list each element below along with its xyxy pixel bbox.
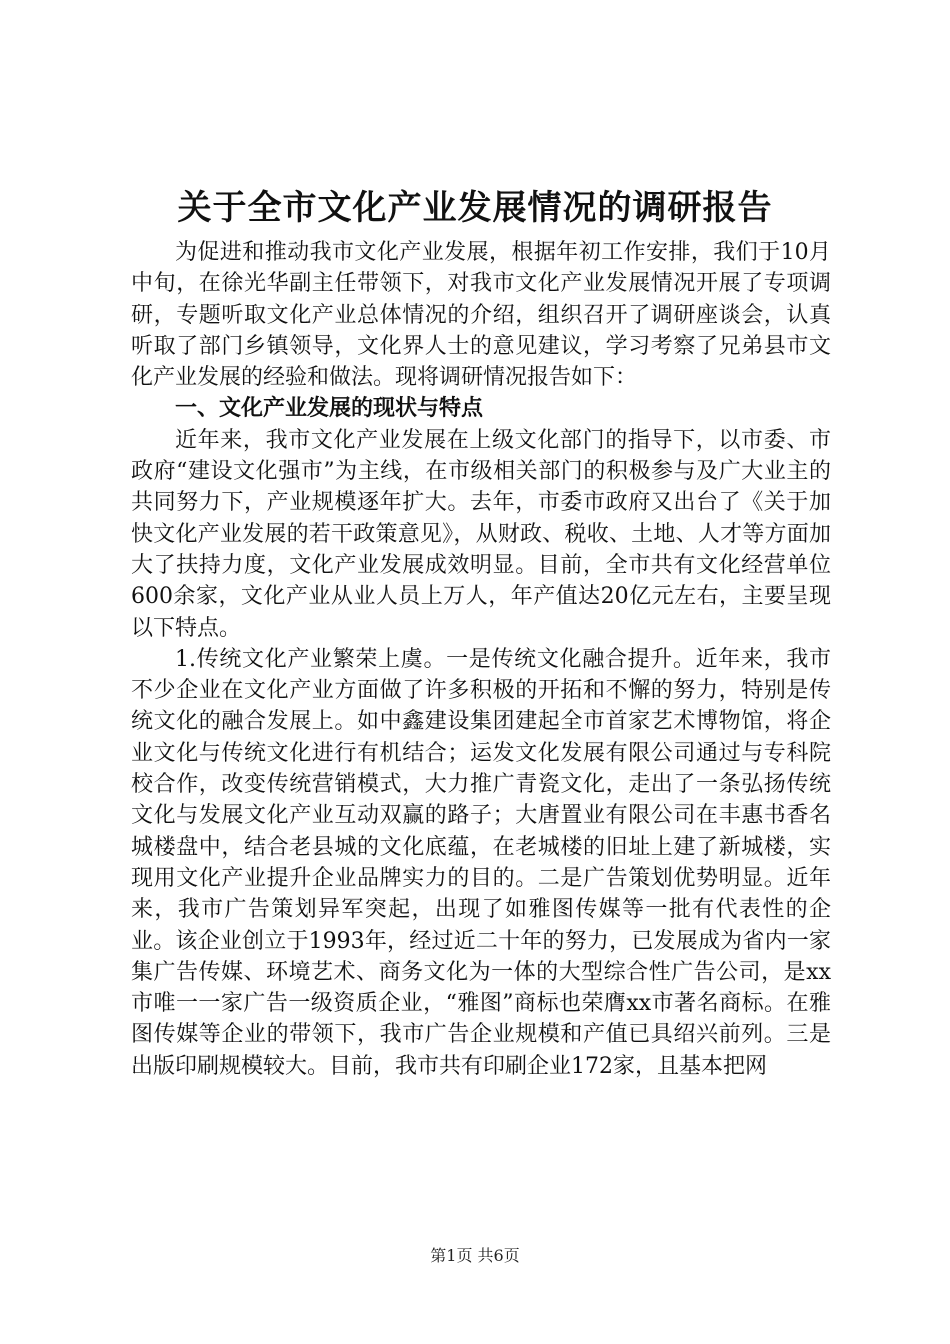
page-number-footer: 第1页 共6页 [430, 1246, 520, 1265]
document-body [131, 237, 831, 1082]
traditional-culture-paragraph: 1.传统文化产业繁荣上虞。一是传统文化融合提升。近年来，我市不少企业在文化产业方面做了许多积极的开拓和不懈的努力，特别是传统文化的融合发展上。如中鑫建设集团建起全市首家艺术博物馆，将企业文化与传统文化进行有机结合；运发文化发展有限公司通过与专科院校合作，改变传统营销模式，大力推广青瓷文化，走出了一条弘扬传统文化与发展文化产业互动双赢的路子；大唐置业有限公司在丰惠书香名城楼盘中，结合老县城的文化底蕴，在老城楼的旧址上建了新城楼，实现用文化产业提升企业品牌实力的目的。二是广告策划优势明显。近年来，我市广告策划异军突起，出现了如雅图传媒等一批有代表性的企业。该企业创立于1993年，经过近二十年的努力，已发展成为省内一家集广告传媒、环境艺术、商务文化为一体的大型综合性广告公司，是xx市唯一一家广告一级资质企业，“雅图”商标也荣膺xx市著名商标。在雅图传媒等企业的带领下，我市广告企业规模和产值已具绍兴前列。三是出版印刷规模较大。目前，我市共有印刷企业172家，且基本把网 [131, 646, 831, 1079]
status-paragraph: 近年来，我市文化产业发展在上级文化部门的指导下，以市委、市政府“建设文化强市”为主线，在市级相关部门的积极参与及广大业主的共同努力下，产业规模逐年扩大。去年，市委市政府又出台了《关于加快文化产业发展的若干政策意见》，从财政、税收、土地、人才等方面加大了扶持力度，文化产业发展成效明显。目前，全市共有文化经营单位600余家，文化产业从业人员上万人，年产值达20亿元左右，主要呈现以下特点。 [131, 427, 831, 641]
section-heading: 一、文化产业发展的现状与特点 [175, 396, 484, 422]
document-title: 关于全市文化产业发展情况的调研报告 [177, 188, 773, 228]
intro-paragraph: 为促进和推动我市文化产业发展，根据年初工作安排，我们于10月中旬，在徐光华副主任带领下，对我市文化产业发展情况开展了专项调研，专题听取文化产业总体情况的介绍，组织召开了调研座谈会，认真听取了部门乡镇领导，文化界人士的意见建议，学习考察了兄弟县市文化产业发展的经验和做法。现将调研情况报告如下： [131, 240, 831, 391]
